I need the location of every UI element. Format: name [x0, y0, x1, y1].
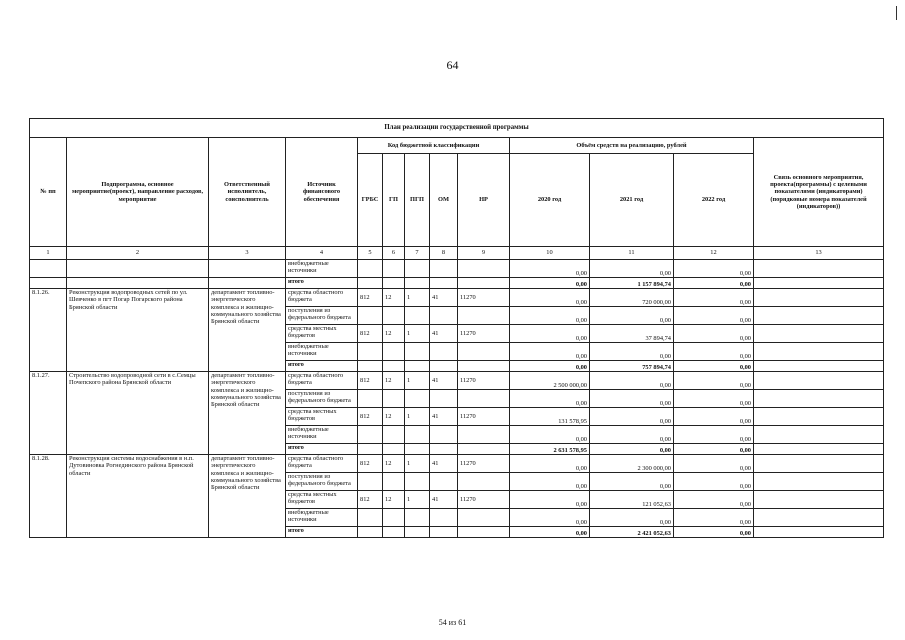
grbs-cell: 812 [358, 325, 383, 343]
nr-cell: 11270 [458, 289, 510, 307]
amount-2022: 0,00 [674, 307, 754, 325]
amount-2022: 0,00 [674, 278, 754, 289]
amount-2022: 0,00 [674, 426, 754, 444]
page-number: 64 [446, 58, 459, 72]
source-cell: средства областного бюджета [286, 289, 358, 307]
source-cell: средства областного бюджета [286, 372, 358, 390]
pgp-cell: 1 [405, 491, 430, 509]
amount-2020: 0,00 [510, 278, 590, 289]
om-cell [430, 444, 458, 455]
grbs-cell [358, 527, 383, 538]
amount-2020: 2 500 000,00 [510, 372, 590, 390]
nr-cell [458, 527, 510, 538]
nr-cell: 11270 [458, 455, 510, 473]
pgp-cell [405, 307, 430, 325]
amount-2021: 0,00 [590, 473, 674, 491]
column-number: 11 [590, 247, 674, 260]
amount-2020: 0,00 [510, 390, 590, 408]
source-cell: итого [286, 444, 358, 455]
pgp-cell: 1 [405, 455, 430, 473]
nr-cell [458, 473, 510, 491]
column-number: 9 [458, 247, 510, 260]
amount-2020: 0,00 [510, 361, 590, 372]
om-cell [430, 343, 458, 361]
nr-cell [458, 390, 510, 408]
gp-cell: 12 [383, 372, 405, 390]
om-cell: 41 [430, 325, 458, 343]
source-cell: внебюджетные источники [286, 343, 358, 361]
gp-cell: 12 [383, 455, 405, 473]
source-cell: внебюджетные источники [286, 426, 358, 444]
gp-cell [383, 473, 405, 491]
empty-cell [209, 278, 286, 289]
gp-cell [383, 361, 405, 372]
amount-2022: 0,00 [674, 325, 754, 343]
header-link: Связь основного мероприятия, проекта(программы) с целевыми показателями (индикаторами) (порядковые номера показателей (индикаторов)) [754, 138, 884, 247]
header-om: ОМ [430, 154, 458, 247]
header-funds: Объём средств на реализацию, рублей [510, 138, 754, 154]
nr-cell: 11270 [458, 408, 510, 426]
amount-2021: 0,00 [590, 390, 674, 408]
grbs-cell: 812 [358, 289, 383, 307]
grbs-cell: 812 [358, 455, 383, 473]
om-cell [430, 509, 458, 527]
nr-cell: 11270 [458, 372, 510, 390]
responsible-executor: департамент топливно-энергетического комплекса и жилищно-коммунального хозяйства Брянской области [209, 289, 286, 372]
empty-cell [209, 260, 286, 278]
column-number: 2 [67, 247, 209, 260]
link-cell [754, 527, 884, 538]
om-cell: 41 [430, 289, 458, 307]
amount-2020: 0,00 [510, 455, 590, 473]
table-row [30, 289, 884, 307]
page-footer: 54 из 61 [438, 618, 467, 627]
source-cell: итого [286, 527, 358, 538]
amount-2022: 0,00 [674, 455, 754, 473]
om-cell: 41 [430, 408, 458, 426]
source-cell: средства местных бюджетов [286, 491, 358, 509]
gp-cell [383, 426, 405, 444]
link-cell [754, 444, 884, 455]
responsible-executor: департамент топливно-энергетического комплекса и жилищно-коммунального хозяйства Брянской области [209, 455, 286, 538]
link-cell [754, 325, 884, 343]
amount-2021: 0,00 [590, 343, 674, 361]
project-name: Реконструкция системы водоснабжения в н.п. Дутовиновка Рогнединского района Брянской области [67, 455, 209, 538]
row-number: 8.1.28. [30, 455, 67, 538]
pgp-cell [405, 473, 430, 491]
source-cell: внебюджетные источники [286, 260, 358, 278]
nr-cell [458, 343, 510, 361]
om-cell: 41 [430, 372, 458, 390]
program-plan-table [29, 118, 884, 538]
amount-2021: 0,00 [590, 408, 674, 426]
grbs-cell [358, 307, 383, 325]
source-cell: итого [286, 361, 358, 372]
amount-2022: 0,00 [674, 444, 754, 455]
project-name: Реконструкция водопроводных сетей по ул. Шевченко в пгт Погар Погарского района Брянской области [67, 289, 209, 372]
column-number: 7 [405, 247, 430, 260]
table-row [30, 278, 884, 289]
om-cell [430, 527, 458, 538]
amount-2021: 121 052,63 [590, 491, 674, 509]
source-cell: средства местных бюджетов [286, 325, 358, 343]
pgp-cell [405, 361, 430, 372]
column-number: 6 [383, 247, 405, 260]
gp-cell: 12 [383, 491, 405, 509]
column-number: 10 [510, 247, 590, 260]
pgp-cell: 1 [405, 408, 430, 426]
amount-2020: 0,00 [510, 491, 590, 509]
amount-2021: 0,00 [590, 307, 674, 325]
gp-cell: 12 [383, 408, 405, 426]
code-cell [405, 260, 430, 278]
amount-2021: 0,00 [590, 426, 674, 444]
grbs-cell [358, 361, 383, 372]
link-cell [754, 455, 884, 473]
grbs-cell [358, 473, 383, 491]
column-number-row [30, 247, 884, 260]
amount-2020: 0,00 [510, 325, 590, 343]
grbs-cell [358, 509, 383, 527]
pgp-cell [405, 426, 430, 444]
header-2020: 2020 год [510, 154, 590, 247]
om-cell [430, 473, 458, 491]
gp-cell [383, 390, 405, 408]
amount-2020: 131 578,95 [510, 408, 590, 426]
gp-cell [383, 444, 405, 455]
amount-2021: 1 157 894,74 [590, 278, 674, 289]
header-source: Источник финансового обеспечения [286, 138, 358, 247]
amount-2021: 720 000,00 [590, 289, 674, 307]
nr-cell [458, 426, 510, 444]
om-cell: 41 [430, 455, 458, 473]
column-number: 4 [286, 247, 358, 260]
header-responsible: Ответственный исполнитель, соисполнитель [209, 138, 286, 247]
amount-2022: 0,00 [674, 390, 754, 408]
nr-cell: 11270 [458, 325, 510, 343]
amount-2020: 0,00 [510, 509, 590, 527]
amount-2022: 0,00 [674, 527, 754, 538]
link-cell [754, 343, 884, 361]
header-grbs: ГРБС [358, 154, 383, 247]
link-cell [754, 307, 884, 325]
amount-2021: 2 421 052,63 [590, 527, 674, 538]
link-cell [754, 260, 884, 278]
column-number: 12 [674, 247, 754, 260]
table-title: План реализации государственной программы [30, 119, 884, 138]
empty-cell [30, 260, 67, 278]
link-cell [754, 408, 884, 426]
om-cell: 41 [430, 491, 458, 509]
amount-2022: 0,00 [674, 509, 754, 527]
amount-2022: 0,00 [674, 473, 754, 491]
project-name: Строительство водопроводной сети в с.Семцы Почепского района Брянской области [67, 372, 209, 455]
grbs-cell: 812 [358, 372, 383, 390]
source-cell: средства местных бюджетов [286, 408, 358, 426]
om-cell [430, 390, 458, 408]
code-cell [358, 260, 383, 278]
amount-2020: 0,00 [510, 307, 590, 325]
empty-cell [67, 260, 209, 278]
amount-2020: 0,00 [510, 527, 590, 538]
header-budget-classification: Код бюджетной классификации [358, 138, 510, 154]
nr-cell [458, 361, 510, 372]
column-number: 13 [754, 247, 884, 260]
amount-2022: 0,00 [674, 491, 754, 509]
responsible-executor: департамент топливно-энергетического комплекса и жилищно-коммунального хозяйства Брянской области [209, 372, 286, 455]
link-cell [754, 509, 884, 527]
header-num: № пп [30, 138, 67, 247]
source-cell: внебюджетные источники [286, 509, 358, 527]
amount-2021: 37 894,74 [590, 325, 674, 343]
table-row [30, 260, 884, 278]
source-cell: поступления из федерального бюджета [286, 390, 358, 408]
column-number: 1 [30, 247, 67, 260]
table-row [30, 455, 884, 473]
header-gp: ГП [383, 154, 405, 247]
nr-cell: 11270 [458, 491, 510, 509]
om-cell [430, 307, 458, 325]
source-cell: поступления из федерального бюджета [286, 473, 358, 491]
code-cell [458, 278, 510, 289]
link-cell [754, 372, 884, 390]
gp-cell [383, 509, 405, 527]
amount-2020: 0,00 [510, 426, 590, 444]
code-cell [430, 278, 458, 289]
amount-2020: 0,00 [510, 289, 590, 307]
amount-2021: 0,00 [590, 372, 674, 390]
page-edge-mark [896, 6, 897, 20]
amount-2020: 0,00 [510, 343, 590, 361]
pgp-cell [405, 509, 430, 527]
empty-cell [30, 278, 67, 289]
gp-cell [383, 527, 405, 538]
om-cell [430, 426, 458, 444]
gp-cell [383, 307, 405, 325]
code-cell [458, 260, 510, 278]
gp-cell: 12 [383, 325, 405, 343]
amount-2022: 0,00 [674, 260, 754, 278]
pgp-cell [405, 343, 430, 361]
gp-cell: 12 [383, 289, 405, 307]
pgp-cell [405, 444, 430, 455]
table-row [30, 372, 884, 390]
source-cell: средства областного бюджета [286, 455, 358, 473]
pgp-cell [405, 390, 430, 408]
grbs-cell [358, 444, 383, 455]
pgp-cell: 1 [405, 325, 430, 343]
link-cell [754, 278, 884, 289]
grbs-cell [358, 343, 383, 361]
header-2022: 2022 год [674, 154, 754, 247]
link-cell [754, 390, 884, 408]
nr-cell [458, 307, 510, 325]
link-cell [754, 426, 884, 444]
code-cell [383, 260, 405, 278]
pgp-cell: 1 [405, 289, 430, 307]
amount-2022: 0,00 [674, 372, 754, 390]
amount-2021: 0,00 [590, 260, 674, 278]
grbs-cell: 812 [358, 491, 383, 509]
header-nr: НР [458, 154, 510, 247]
header-2021: 2021 год [590, 154, 674, 247]
column-number: 5 [358, 247, 383, 260]
column-number: 8 [430, 247, 458, 260]
pgp-cell: 1 [405, 372, 430, 390]
code-cell [405, 278, 430, 289]
amount-2021: 0,00 [590, 509, 674, 527]
grbs-cell: 812 [358, 408, 383, 426]
amount-2022: 0,00 [674, 289, 754, 307]
link-cell [754, 361, 884, 372]
grbs-cell [358, 426, 383, 444]
code-cell [383, 278, 405, 289]
link-cell [754, 473, 884, 491]
amount-2021: 0,00 [590, 444, 674, 455]
link-cell [754, 289, 884, 307]
om-cell [430, 361, 458, 372]
amount-2020: 0,00 [510, 473, 590, 491]
amount-2022: 0,00 [674, 343, 754, 361]
source-cell: итого [286, 278, 358, 289]
amount-2020: 0,00 [510, 260, 590, 278]
amount-2021: 2 300 000,00 [590, 455, 674, 473]
nr-cell [458, 509, 510, 527]
row-number: 8.1.27. [30, 372, 67, 455]
pgp-cell [405, 527, 430, 538]
gp-cell [383, 343, 405, 361]
row-number: 8.1.26. [30, 289, 67, 372]
source-cell: поступления из федерального бюджета [286, 307, 358, 325]
link-cell [754, 491, 884, 509]
code-cell [430, 260, 458, 278]
amount-2022: 0,00 [674, 361, 754, 372]
amount-2020: 2 631 578,95 [510, 444, 590, 455]
column-number: 3 [209, 247, 286, 260]
empty-cell [67, 278, 209, 289]
nr-cell [458, 444, 510, 455]
amount-2022: 0,00 [674, 408, 754, 426]
amount-2021: 757 894,74 [590, 361, 674, 372]
grbs-cell [358, 390, 383, 408]
header-program: Подпрограмма, основное мероприятие(проект), направление расходов, мероприятие [67, 138, 209, 247]
header-pgp: ПГП [405, 154, 430, 247]
code-cell [358, 278, 383, 289]
